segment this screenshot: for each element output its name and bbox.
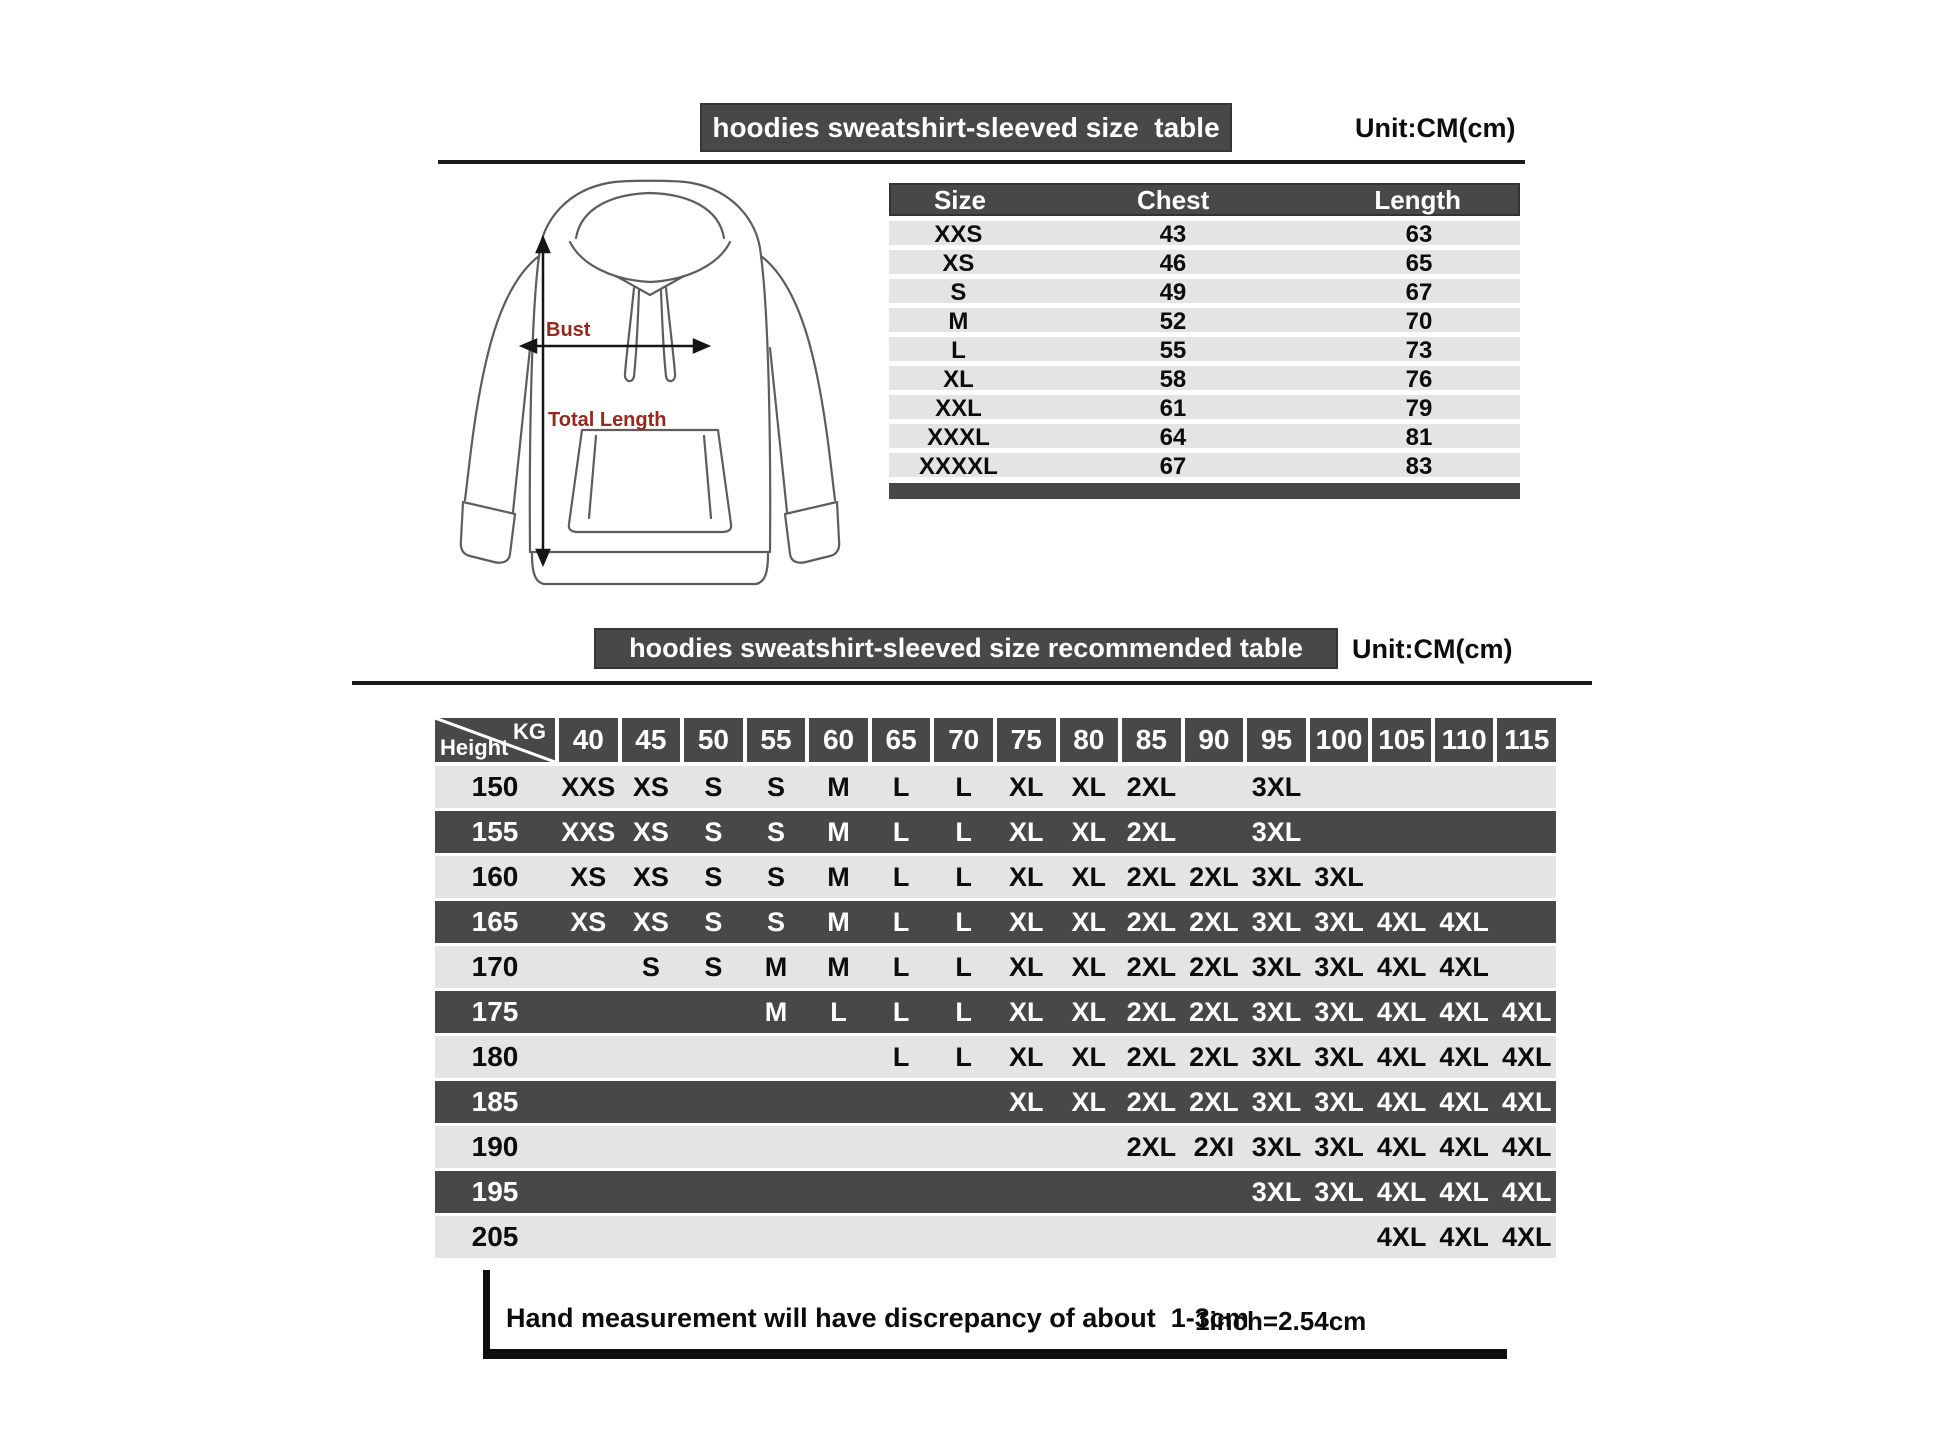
recommended-size-cell: 3XL [1251,771,1302,802]
recommended-size-cell: XL [1008,996,1044,1027]
hood-opening [570,242,730,282]
recommended-size-cell: XL [1071,816,1107,847]
recommended-size-cell: 4XL [1439,1041,1489,1072]
recommended-size-cell: M [764,951,788,982]
recommended-size-cell: 3XL [1314,1086,1364,1117]
size-table-cell-size: XXXL [927,424,990,451]
size-table-cell-length: 83 [1405,453,1433,480]
recommended-size-cell: L [955,816,972,847]
weight-header-cell: 75 [997,718,1056,762]
size-table-cell-chest: 55 [1159,337,1187,364]
recommended-size-cell: L [892,816,910,847]
recommended-size-cell: 4XL [1439,906,1489,937]
recommended-size-cell: M [764,996,788,1027]
recommended-size-cell: 3XL [1314,861,1364,892]
recommended-size-cell: L [955,951,972,982]
size-table-title: hoodies sweatshirt-sleeved size table [712,111,1220,143]
recommended-size-cell: XS [632,771,669,802]
hood-inner-line [576,193,724,238]
size-table-cell-length: 67 [1405,279,1433,306]
recommended-size-cell: M [827,816,850,847]
recommended-matrix-row [435,1216,1556,1258]
recommended-size-cell: 4XL [1439,1086,1489,1117]
arrow-right-head [694,340,708,352]
height-row-label: 160 [471,861,519,892]
recommended-size-cell: 2XL [1126,816,1177,847]
size-table-unit-label: Unit:CM(cm) [1355,113,1516,143]
recommended-size-cell: L [955,861,972,892]
size-table-cell-length: 73 [1405,337,1433,364]
weight-header-cell: 65 [872,718,931,762]
recommended-size-cell: 2XL [1189,996,1239,1027]
bust-label: Bust [546,319,591,341]
size-table-row [889,337,1520,364]
recommended-size-cell: 4XL [1376,1176,1427,1207]
recommended-matrix-row [435,1081,1556,1123]
height-row-label: 155 [471,816,519,847]
size-table-row [889,308,1520,335]
inch-conversion-note: 1inch=2.54cm [1195,1306,1367,1336]
recommended-size-cell: XL [1008,816,1044,847]
recommended-matrix-row [435,991,1556,1033]
recommended-size-cell: 4XL [1501,1131,1552,1162]
recommended-size-cell: XL [1071,996,1107,1027]
kg-label: KG [513,719,546,744]
measurement-discrepancy-note: Hand measurement will have discrepancy of about 1-3cm [506,1303,1249,1333]
height-row-label: 165 [471,906,519,937]
weight-header-cell: 50 [684,718,743,762]
recommended-matrix-row [435,901,1556,943]
size-table-cell-size: XXXXL [919,453,998,480]
arrow-up-head [537,238,549,252]
right-cuff [785,502,839,563]
recommended-size-cell: XL [1008,951,1044,982]
recommended-size-cell: 2XL [1189,1041,1239,1072]
recommended-size-cell: 3XL [1251,816,1302,847]
height-row-label: 205 [471,1221,519,1252]
size-table-cell-size: S [950,279,967,306]
size-table-row [889,395,1520,422]
recommended-size-cell: 2XL [1126,906,1177,937]
size-table-row [889,366,1520,393]
size-table-cell-length: 76 [1405,366,1433,393]
recommended-size-cell: L [955,906,972,937]
recommended-size-cell: 2XL [1126,861,1177,892]
size-table-cell-size: XL [943,366,974,393]
recommended-size-cell: 3XL [1251,996,1302,1027]
length-column-header: Length [1374,185,1461,215]
recommended-size-cell: 4XL [1376,1131,1427,1162]
size-table-cell-chest: 46 [1159,250,1187,277]
left-cuff [461,502,515,563]
body-left-seam [530,256,539,552]
recommended-size-cell: 4XL [1439,1221,1489,1252]
recommended-size-cell: 2XL [1126,1086,1177,1117]
size-table-cell-size: XXS [934,221,983,248]
size-table-cell-chest: 52 [1159,308,1187,335]
size-table-cell-size: XXL [935,395,982,422]
recommended-size-cell: S [766,771,785,802]
recommended-size-cell: XL [1008,861,1044,892]
recommended-size-cell: XS [570,906,607,937]
arrow-down-head [537,550,549,564]
recommended-size-cell: S [766,816,785,847]
recommended-size-cell: 3XL [1314,906,1364,937]
size-table-cell-length: 70 [1405,308,1433,335]
recommended-size-cell: 4XL [1376,1086,1427,1117]
height-row-label: 150 [471,771,519,802]
height-row-label: 185 [471,1086,519,1117]
recommended-size-cell: 2XL [1126,771,1177,802]
weight-header-cell: 100 [1310,718,1369,762]
size-table-row [889,424,1520,451]
recommended-size-cell: 2XL [1189,861,1239,892]
size-table-header [889,183,1520,216]
recommended-size-cell: 3XL [1314,996,1364,1027]
size-table-cell-chest: 49 [1159,279,1187,306]
top-divider-line [438,160,1525,164]
weight-header-cell: 85 [1122,718,1181,762]
size-table-cell-chest: 67 [1159,453,1187,480]
size-table-title-bar [700,103,1232,152]
recommended-matrix-row [435,1126,1556,1168]
recommended-size-cell: 4XL [1439,1131,1489,1162]
size-table-cell-length: 65 [1405,250,1433,277]
pocket-side-openings [589,436,711,518]
recommended-size-cell: 2XL [1189,906,1239,937]
recommended-size-cell: 2XL [1126,1041,1177,1072]
recommended-size-cell: L [892,996,910,1027]
recommended-size-cell: S [704,816,723,847]
recommended-matrix-row [435,946,1556,988]
recommended-size-cell: XS [570,861,607,892]
recommended-size-cell: 2XL [1126,1131,1177,1162]
recommended-matrix-row [435,811,1556,853]
height-row-label: 170 [471,951,519,982]
recommended-size-cell: XL [1071,1041,1107,1072]
recommended-size-cell: L [830,996,847,1027]
recommended-size-cell: XXS [561,771,616,802]
recommended-size-cell: 4XL [1439,951,1489,982]
recommended-size-cell: 3XL [1251,951,1302,982]
recommended-size-cell: 3XL [1251,1176,1302,1207]
recommended-size-cell: M [827,861,850,892]
size-table-cell-length: 81 [1405,424,1433,451]
weight-header-cell: 95 [1247,718,1306,762]
size-table-cell-size: L [951,337,966,364]
recommended-size-cell: M [827,906,850,937]
size-table-cell-chest: 43 [1159,221,1187,248]
recommended-table-unit-label: Unit:CM(cm) [1352,634,1513,664]
recommended-size-cell: 4XL [1439,1176,1489,1207]
recommended-size-cell: L [892,906,910,937]
recommended-matrix-row [435,766,1556,808]
weight-header-cell: 80 [1060,718,1119,762]
chest-column-header: Chest [1137,185,1210,215]
footer-horizontal-bar [483,1349,1507,1359]
size-table-cell-length: 79 [1405,395,1433,422]
recommended-size-cell: 3XL [1314,1176,1364,1207]
middle-divider-line [352,681,1592,685]
weight-header-cell: 60 [809,718,868,762]
recommended-size-cell: L [892,861,910,892]
size-table-row [889,453,1520,480]
height-row-label: 180 [471,1041,519,1072]
recommended-size-cell: 4XL [1501,1221,1552,1252]
weight-header-cell: 105 [1372,718,1431,762]
weight-header-cell: 40 [559,718,618,762]
recommended-size-cell: XXS [561,816,616,847]
recommended-size-cell: XS [632,906,669,937]
recommended-size-cell: S [704,861,723,892]
recommended-size-cell: XL [1071,1086,1107,1117]
size-table-cell-chest: 61 [1159,395,1187,422]
weight-header-cell: 70 [934,718,993,762]
recommended-size-cell: 2XL [1126,951,1177,982]
size-table-cell-size: M [948,308,969,335]
kg-height-corner-cell [435,718,555,762]
recommended-size-cell: 4XL [1501,1041,1552,1072]
recommended-size-cell: 4XL [1501,1176,1552,1207]
recommended-size-cell: XL [1008,771,1044,802]
weight-header-cell: 45 [622,718,681,762]
recommended-size-cell: 2XL [1126,996,1177,1027]
hoodie-measurement-diagram [430,168,870,598]
recommended-size-cell: 3XL [1314,1041,1364,1072]
recommended-size-cell: XS [632,816,669,847]
recommended-size-cell: 4XL [1376,906,1427,937]
size-table-cell-size: XS [942,250,975,277]
recommended-table-title-bar [594,628,1338,669]
size-table-row [889,221,1520,248]
size-table-cell-chest: 58 [1159,366,1187,393]
weight-header-row [435,718,1556,762]
recommended-size-cell: 3XL [1251,1041,1302,1072]
recommended-size-cell: 4XL [1501,996,1552,1027]
recommended-size-cell: 2XL [1189,951,1239,982]
weight-header-cell: 55 [747,718,806,762]
weight-header-cell: 115 [1497,718,1556,762]
recommended-size-cell: 4XL [1376,951,1427,982]
size-table-cell-chest: 64 [1159,424,1187,451]
recommended-size-cell: L [892,951,910,982]
weight-header-cell: 90 [1185,718,1244,762]
recommended-size-cell: XL [1071,771,1107,802]
height-row-label: 195 [471,1176,519,1207]
size-table-bottom-bar [889,483,1520,499]
recommended-size-cell: 2XI [1193,1131,1235,1162]
recommended-size-cell: 4XL [1376,996,1427,1027]
footer-vertical-bar [483,1270,490,1358]
recommended-size-cell: XL [1071,906,1107,937]
height-label: Height [440,735,509,760]
recommended-size-cell: S [766,906,785,937]
total-length-label: Total Length [548,409,667,431]
right-sleeve-inner [770,348,787,512]
size-table-body [889,221,1520,480]
recommended-size-cell: XS [632,861,669,892]
recommended-size-cell: 3XL [1251,1131,1302,1162]
hem-band [532,554,768,584]
recommended-size-cell: L [955,996,972,1027]
recommended-size-cell: S [704,771,723,802]
size-column-header: Size [933,185,986,215]
weight-header-cell: 110 [1435,718,1494,762]
recommended-size-cell: M [827,771,850,802]
height-row-label: 190 [471,1131,519,1162]
recommended-matrix-body [435,766,1556,1258]
size-table-cell-length: 63 [1405,221,1433,248]
recommended-size-cell: 3XL [1314,1131,1364,1162]
size-table [889,183,1520,499]
size-table-row [889,279,1520,306]
recommended-size-matrix [435,718,1556,1258]
recommended-size-cell: L [955,771,972,802]
left-drawstring [625,288,639,381]
recommended-size-cell: S [704,951,723,982]
right-drawstring [661,288,675,381]
recommended-size-cell: 3XL [1251,1086,1302,1117]
left-sleeve-inner [513,348,530,512]
body-right-seam [761,256,770,552]
recommended-size-cell: XL [1071,951,1107,982]
recommended-size-cell: 4XL [1376,1041,1427,1072]
recommended-size-cell: L [892,771,910,802]
recommended-size-cell: XL [1071,861,1107,892]
recommended-size-cell: S [704,906,723,937]
recommended-size-cell: XL [1008,1041,1044,1072]
recommended-table-title: hoodies sweatshirt-sleeved size recommended table [629,633,1303,663]
recommended-size-cell: 4XL [1501,1086,1552,1117]
recommended-size-cell: XL [1008,906,1044,937]
recommended-size-cell: L [892,1041,910,1072]
recommended-size-cell: 3XL [1314,951,1364,982]
recommended-size-cell: 3XL [1251,906,1302,937]
size-table-row [889,250,1520,277]
recommended-size-cell: S [766,861,785,892]
recommended-matrix-row [435,1171,1556,1213]
arrow-left-head [522,340,536,352]
height-row-label: 175 [471,996,519,1027]
recommended-size-cell: 4XL [1439,996,1489,1027]
recommended-size-cell: 4XL [1376,1221,1427,1252]
recommended-matrix-row [435,856,1556,898]
recommended-size-cell: 3XL [1251,861,1302,892]
recommended-matrix-row [435,1036,1556,1078]
recommended-size-cell: L [955,1041,972,1072]
recommended-size-cell: S [641,951,660,982]
recommended-size-cell: XL [1008,1086,1044,1117]
recommended-size-cell: 2XL [1189,1086,1239,1117]
recommended-size-cell: M [827,951,850,982]
